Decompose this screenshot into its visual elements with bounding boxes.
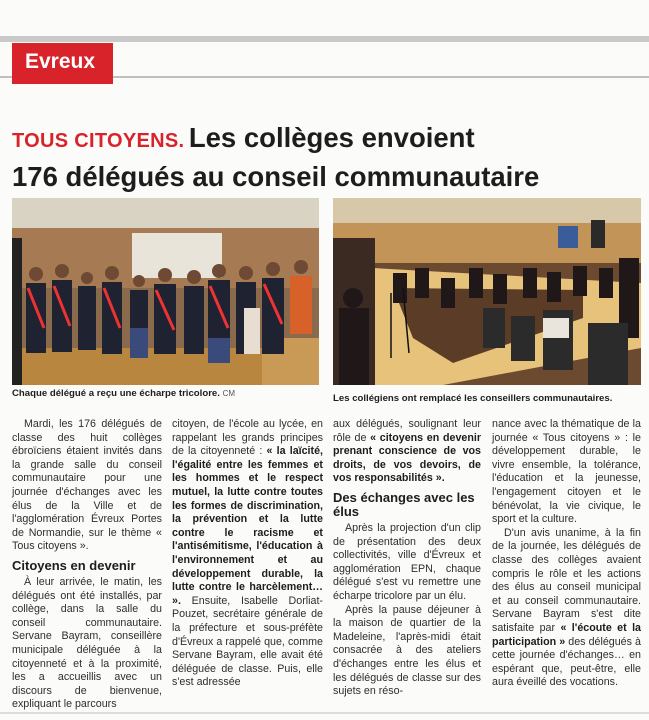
headline-line2: 176 délégués au conseil communautaire	[12, 161, 540, 192]
photo-council-room	[333, 198, 641, 385]
paragraph: Après la pause déjeuner à la maison de quartier de la Madeleine, l'après-midi était consacrée à des ateliers d'échanges entre les élus et les délégués de classe sur des sujets en réso-	[333, 603, 481, 698]
paragraph: Après la projection d'un clip de présentation des deux collectivités, ville d'Évreux et agglomération EPN, chaque délégué s'est vu remettre une écharpe tricolore par un élu.	[333, 521, 481, 602]
article-column-2	[172, 418, 323, 690]
paragraph	[172, 418, 323, 690]
header-band	[0, 36, 649, 42]
paragraph: nance avec la thématique de la journée « Tous citoyens » : le développement durable, le vivre ensemble, la tolérance, l'éducation et la jeunesse, l'engagement citoyen et le bénévolat, la vie civique, le sport et la culture.	[492, 418, 641, 526]
text-run: aux délégués, soulignant leur rôle de	[333, 418, 481, 444]
quote-text: « citoyens en devenir prenant conscience de vos droits, de vos devoirs, de vos responsabilités ».	[333, 431, 481, 485]
footer-rule	[0, 712, 649, 714]
subheading: Citoyens en devenir	[12, 557, 136, 573]
section-label: Evreux	[25, 50, 96, 73]
paragraph: Mardi, les 176 délégués de classe des huit collèges ébroïciens étaient invités dans la grande salle du conseil communautaire pour une journée d'échanges avec les élus de la Ville et de l'agglomération Évreux Portes de Normandie, sur le thème « Tous citoyens ».	[12, 418, 162, 553]
subheading: Des échanges avec les élus	[333, 489, 475, 519]
headline	[12, 121, 642, 199]
text-run: Ensuite, Isabelle Dorliat-Pouzet, secrétaire générale de la préfecture et sous-préfète d'Évreux a rappelé que, comme Servane Bayram, elle avait été déléguée de classe. Puis, elle s'est adressée	[172, 594, 323, 689]
caption-credit-1: CM	[222, 389, 236, 398]
section-tag	[12, 43, 113, 84]
photo-delegates	[12, 198, 319, 385]
quote-text: « la laïcité, l'égalité entre les femmes et les hommes et le respect mutuel, la lutte contre toutes les formes de discrimination, la prévention et la lutte contre le racisme et l'antisémitisme, l'éducation à l'environnement et au développement durable, la lutte contre le harcèlement… ».	[172, 445, 323, 607]
headline-line1: Les collèges envoient	[188, 122, 475, 153]
photo-caption-2	[333, 393, 643, 404]
paragraph: À leur arrivée, le matin, les délégués ont été installés, par collège, dans la salle du conseil communautaire. Servane Bayram, conseillère municipale déléguée à la citoyenneté et à la proximité, les a accueillis avec un discours de bienvenue, expliquant le parcours	[12, 575, 162, 711]
text-run: des délégués à cette journée d'échanges… en espérant que, peut-être, elle aura éveillé des vocations.	[492, 635, 641, 689]
article-column-4	[492, 418, 641, 690]
caption-text-2: Les collégiens ont remplacé les conseillers communautaires.	[333, 393, 613, 404]
photo-caption-1	[12, 388, 322, 399]
headline-kicker: TOUS CITOYENS.	[12, 130, 185, 152]
text-run: D'un avis unanime, à la fin de la journée, les délégués de classe des collèges avaient compris le rôle et les actions des élus au conseil municipal et au conseil communautaire. Servane Bayram s'est dite satisfaite par	[492, 526, 641, 634]
paragraph	[333, 418, 481, 486]
article-column-3	[333, 418, 481, 699]
quote-text: « l'écoute et la participation »	[492, 621, 642, 648]
caption-text-1: Chaque délégué a reçu une écharpe tricolore.	[12, 388, 220, 399]
article-column-1	[12, 418, 162, 712]
text-run: citoyen, de l'école au lycée, en rappelant les grands principes de la citoyenneté :	[172, 418, 323, 458]
paragraph	[492, 527, 641, 690]
